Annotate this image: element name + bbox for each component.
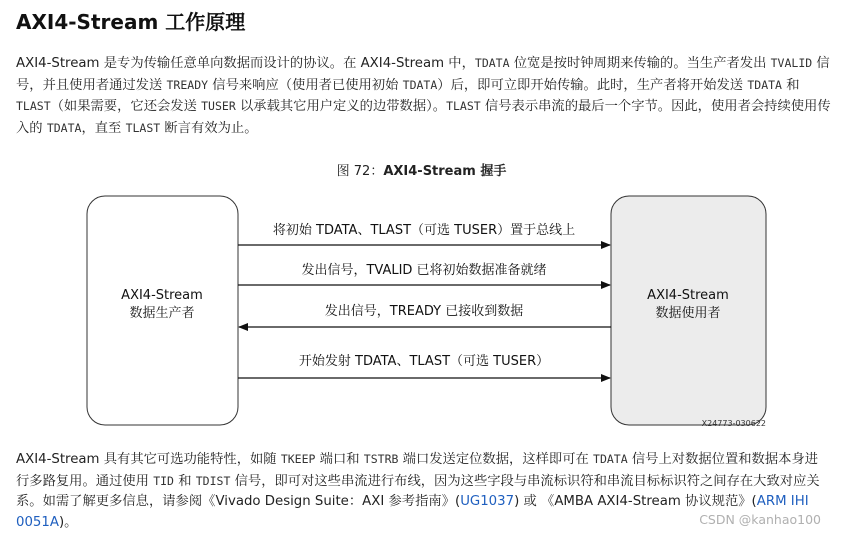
arrow-3-label: 发出信号，TREADY 已接收到数据 <box>324 304 524 319</box>
producer-label-line2: 数据生产者 <box>129 306 195 321</box>
figure-caption: 图 72：AXI4-Stream 握手 <box>336 164 507 179</box>
features-paragraph: AXI4-Stream 具有其它可选功能特性，如随 TKEEP 端口和 TSTRB 端口发送定位数据，这样即可在 TDATA 信号上对数据位置和数据本身进行多路复用。通过使用 TID 和 TDIST 信号，即可对这些串流进行布线，因为这些字段与串流标识符和串流目标标识符之间存在大致对应关系。如需了解更多信息，请参阅《Vivado Design Suite：AXI 参考指南》(UG1037) 或 《AMBA AXI4-Stream 协议规范》(ARM IHI 0051A)。 <box>16 452 820 530</box>
consumer-label-line1: AXI4-Stream <box>647 288 729 303</box>
watermark: CSDN @kanhao100 <box>699 512 821 527</box>
ug1037-link[interactable]: UG1037 <box>460 494 515 509</box>
page-title: AXI4-Stream 工作原理 <box>16 10 246 34</box>
intro-paragraph: AXI4-Stream 是专为传输任意单向数据而设计的协议。在 AXI4-Stream 中，TDATA 位宽是按时钟周期来传输的。当生产者发出 TVALID 信号，并且使用者通过发送 TREADY 信号来响应（使用者已使用初始 TDATA）后，即可立即开始传输。此时，生产者将开始发送 TDATA 和 TLAST（如果需要，它还会发送 TUSER 以承载其它用户定义的边带数据）。TLAST 信号表示串流的最后一个字节。因此，使用者会持续使用传入的 TDATA，直至 TLAST 断言有效为止。 <box>16 56 831 136</box>
producer-label-line1: AXI4-Stream <box>121 288 203 303</box>
arrow-1-label: 将初始 TDATA、TLAST（可选 TUSER）置于总线上 <box>272 223 576 238</box>
figure-id: X24773-030622 <box>701 419 766 428</box>
arm-ihi-link[interactable]: ARM IHI 0051A <box>16 494 809 530</box>
arrow-2-label: 发出信号，TVALID 已将初始数据准备就绪 <box>301 263 547 278</box>
consumer-label-line2: 数据使用者 <box>655 306 721 321</box>
arrow-4-label: 开始发射 TDATA、TLAST（可选 TUSER） <box>298 354 550 369</box>
